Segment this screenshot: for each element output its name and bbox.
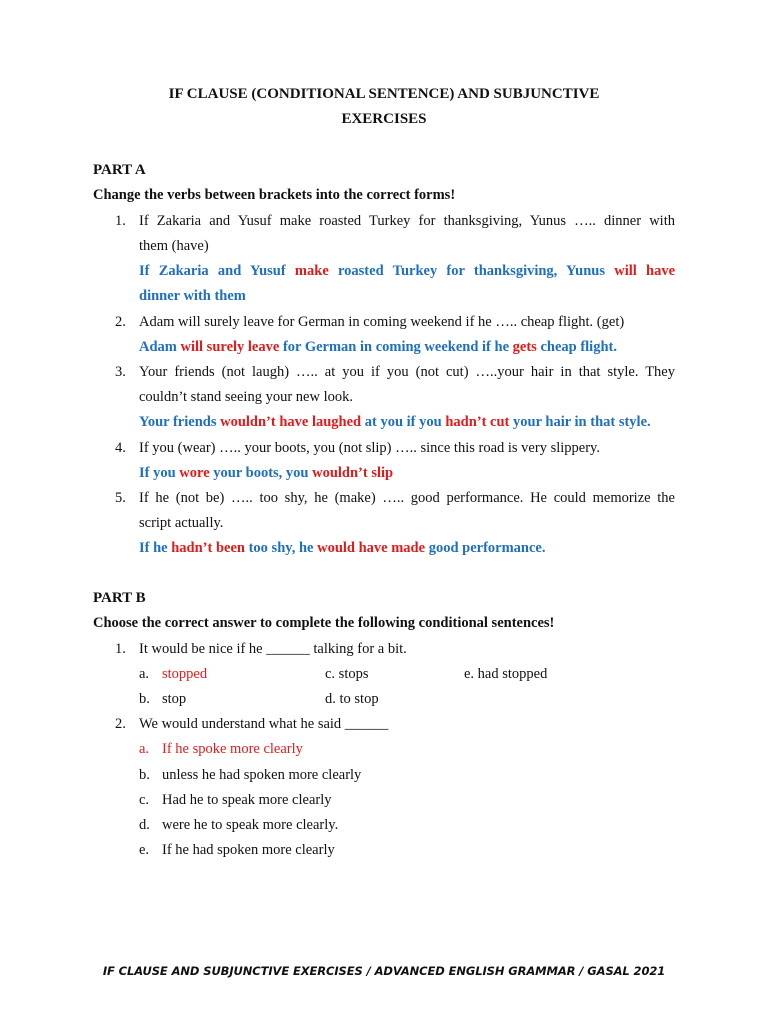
answer-verb: will surely leave bbox=[180, 339, 280, 355]
part-a-item-2-question: Adam will surely leave for German in coming weekend if he ….. cheap flight. (get) bbox=[139, 314, 625, 330]
part-b-q2-option-a-correct: If he spoke more clearly bbox=[162, 741, 303, 757]
part-b-q1-number: 1. bbox=[115, 641, 126, 657]
answer-text: cheap flight. bbox=[536, 339, 617, 355]
part-b-instruction: Choose the correct answer to complete the following conditional sentences! bbox=[93, 615, 555, 631]
option-letter: a. bbox=[139, 741, 150, 757]
part-a-item-3-number: 3. bbox=[115, 364, 126, 380]
document-title-line-1: IF CLAUSE (CONDITIONAL SENTENCE) AND SUBJUNCTIVE bbox=[168, 86, 600, 102]
answer-verb: hadn’t cut bbox=[445, 414, 510, 430]
part-b-q2-option-b: unless he had spoken more clearly bbox=[162, 767, 362, 783]
answer-text: your boots, you bbox=[209, 465, 313, 481]
answer-text: If he bbox=[139, 540, 172, 556]
answer-text: at you if you bbox=[361, 414, 446, 430]
option-letter: c. bbox=[139, 792, 150, 808]
answer-text: your hair in that style. bbox=[509, 414, 651, 430]
part-a-item-5-question-line-1: If he (not be) ….. too shy, he (make) ….. good performance. He could memorize the bbox=[139, 490, 675, 506]
part-a-item-1-question-line-1: If Zakaria and Yusuf make roasted Turkey for thanksgiving, Yunus ….. dinner with bbox=[139, 213, 675, 229]
answer-verb: hadn’t been bbox=[171, 540, 245, 556]
part-b-heading: PART B bbox=[93, 590, 146, 606]
option-letter: b. bbox=[139, 767, 150, 783]
answer-text: Adam bbox=[139, 339, 181, 355]
answer-text: If you bbox=[139, 465, 180, 481]
part-b-q2-option-e: If he had spoken more clearly bbox=[162, 842, 335, 858]
answer-text: roasted Turkey for thanksgiving, Yunus bbox=[328, 263, 615, 279]
page-footer: IF CLAUSE AND SUBJUNCTIVE EXERCISES / ADVANCED ENGLISH GRAMMAR / GASAL 2021 bbox=[102, 964, 666, 978]
answer-text: If Zakaria and Yusuf bbox=[139, 263, 295, 279]
answer-verb: wore bbox=[179, 465, 210, 481]
part-b-q1-option-b: stop bbox=[162, 691, 187, 707]
part-a-item-5-number: 5. bbox=[115, 490, 126, 506]
part-b-q2-option-d: were he to speak more clearly. bbox=[162, 817, 339, 833]
part-a-item-1-answer-line-1 bbox=[139, 263, 675, 280]
part-a-item-4-number: 4. bbox=[115, 440, 126, 456]
part-a-heading: PART A bbox=[93, 162, 146, 178]
part-a-item-5-question-line-2: script actually. bbox=[139, 515, 224, 531]
part-a-item-2-answer bbox=[139, 339, 617, 356]
part-b-q1-option-a-correct: stopped bbox=[162, 666, 208, 682]
part-a-item-1-number: 1. bbox=[115, 213, 126, 229]
option-letter: d. bbox=[139, 817, 150, 833]
part-a-item-4-question: If you (wear) ….. your boots, you (not slip) ….. since this road is very slippery. bbox=[139, 440, 600, 456]
answer-verb: gets bbox=[512, 339, 537, 355]
part-b-q1-option-d: d. to stop bbox=[325, 691, 379, 707]
part-a-item-3-question-line-2: couldn’t stand seeing your new look. bbox=[139, 389, 353, 405]
answer-verb: will have bbox=[614, 263, 676, 279]
option-letter: b. bbox=[139, 691, 150, 707]
part-a-instruction: Change the verbs between brackets into the correct forms! bbox=[93, 187, 456, 203]
answer-verb: would have made bbox=[317, 540, 426, 556]
part-a-item-2-number: 2. bbox=[115, 314, 126, 330]
option-letter: a. bbox=[139, 666, 150, 682]
document-title-line-2: EXERCISES bbox=[341, 111, 427, 127]
part-b-q1-text: It would be nice if he ______ talking for a bit. bbox=[139, 641, 407, 657]
part-a-item-1-answer-line-2: dinner with them bbox=[139, 288, 246, 304]
part-b-q2-option-c: Had he to speak more clearly bbox=[162, 792, 332, 808]
part-b-q2-text: We would understand what he said ______ bbox=[139, 716, 389, 732]
part-a-item-5-answer bbox=[139, 540, 545, 557]
option-letter: e. bbox=[139, 842, 150, 858]
answer-text: good performance. bbox=[425, 540, 546, 556]
part-a-item-3-question-line-1: Your friends (not laugh) ….. at you if you (not cut) …..your hair in that style. They bbox=[139, 364, 675, 380]
answer-verb: wouldn’t slip bbox=[312, 465, 394, 481]
answer-verb: wouldn’t have laughed bbox=[220, 414, 362, 430]
part-b-q1-option-c: c. stops bbox=[325, 666, 369, 682]
part-b-q1-option-e: e. had stopped bbox=[464, 666, 548, 682]
part-a-item-3-answer bbox=[139, 414, 651, 431]
answer-text: too shy, he bbox=[244, 540, 318, 556]
answer-verb: make bbox=[294, 263, 329, 279]
part-a-item-4-answer bbox=[139, 465, 393, 482]
answer-text: Your friends bbox=[139, 414, 221, 430]
part-b-q2-number: 2. bbox=[115, 716, 126, 732]
part-a-item-1-question-line-2: them (have) bbox=[139, 238, 209, 254]
answer-text: for German in coming weekend if he bbox=[279, 339, 513, 355]
